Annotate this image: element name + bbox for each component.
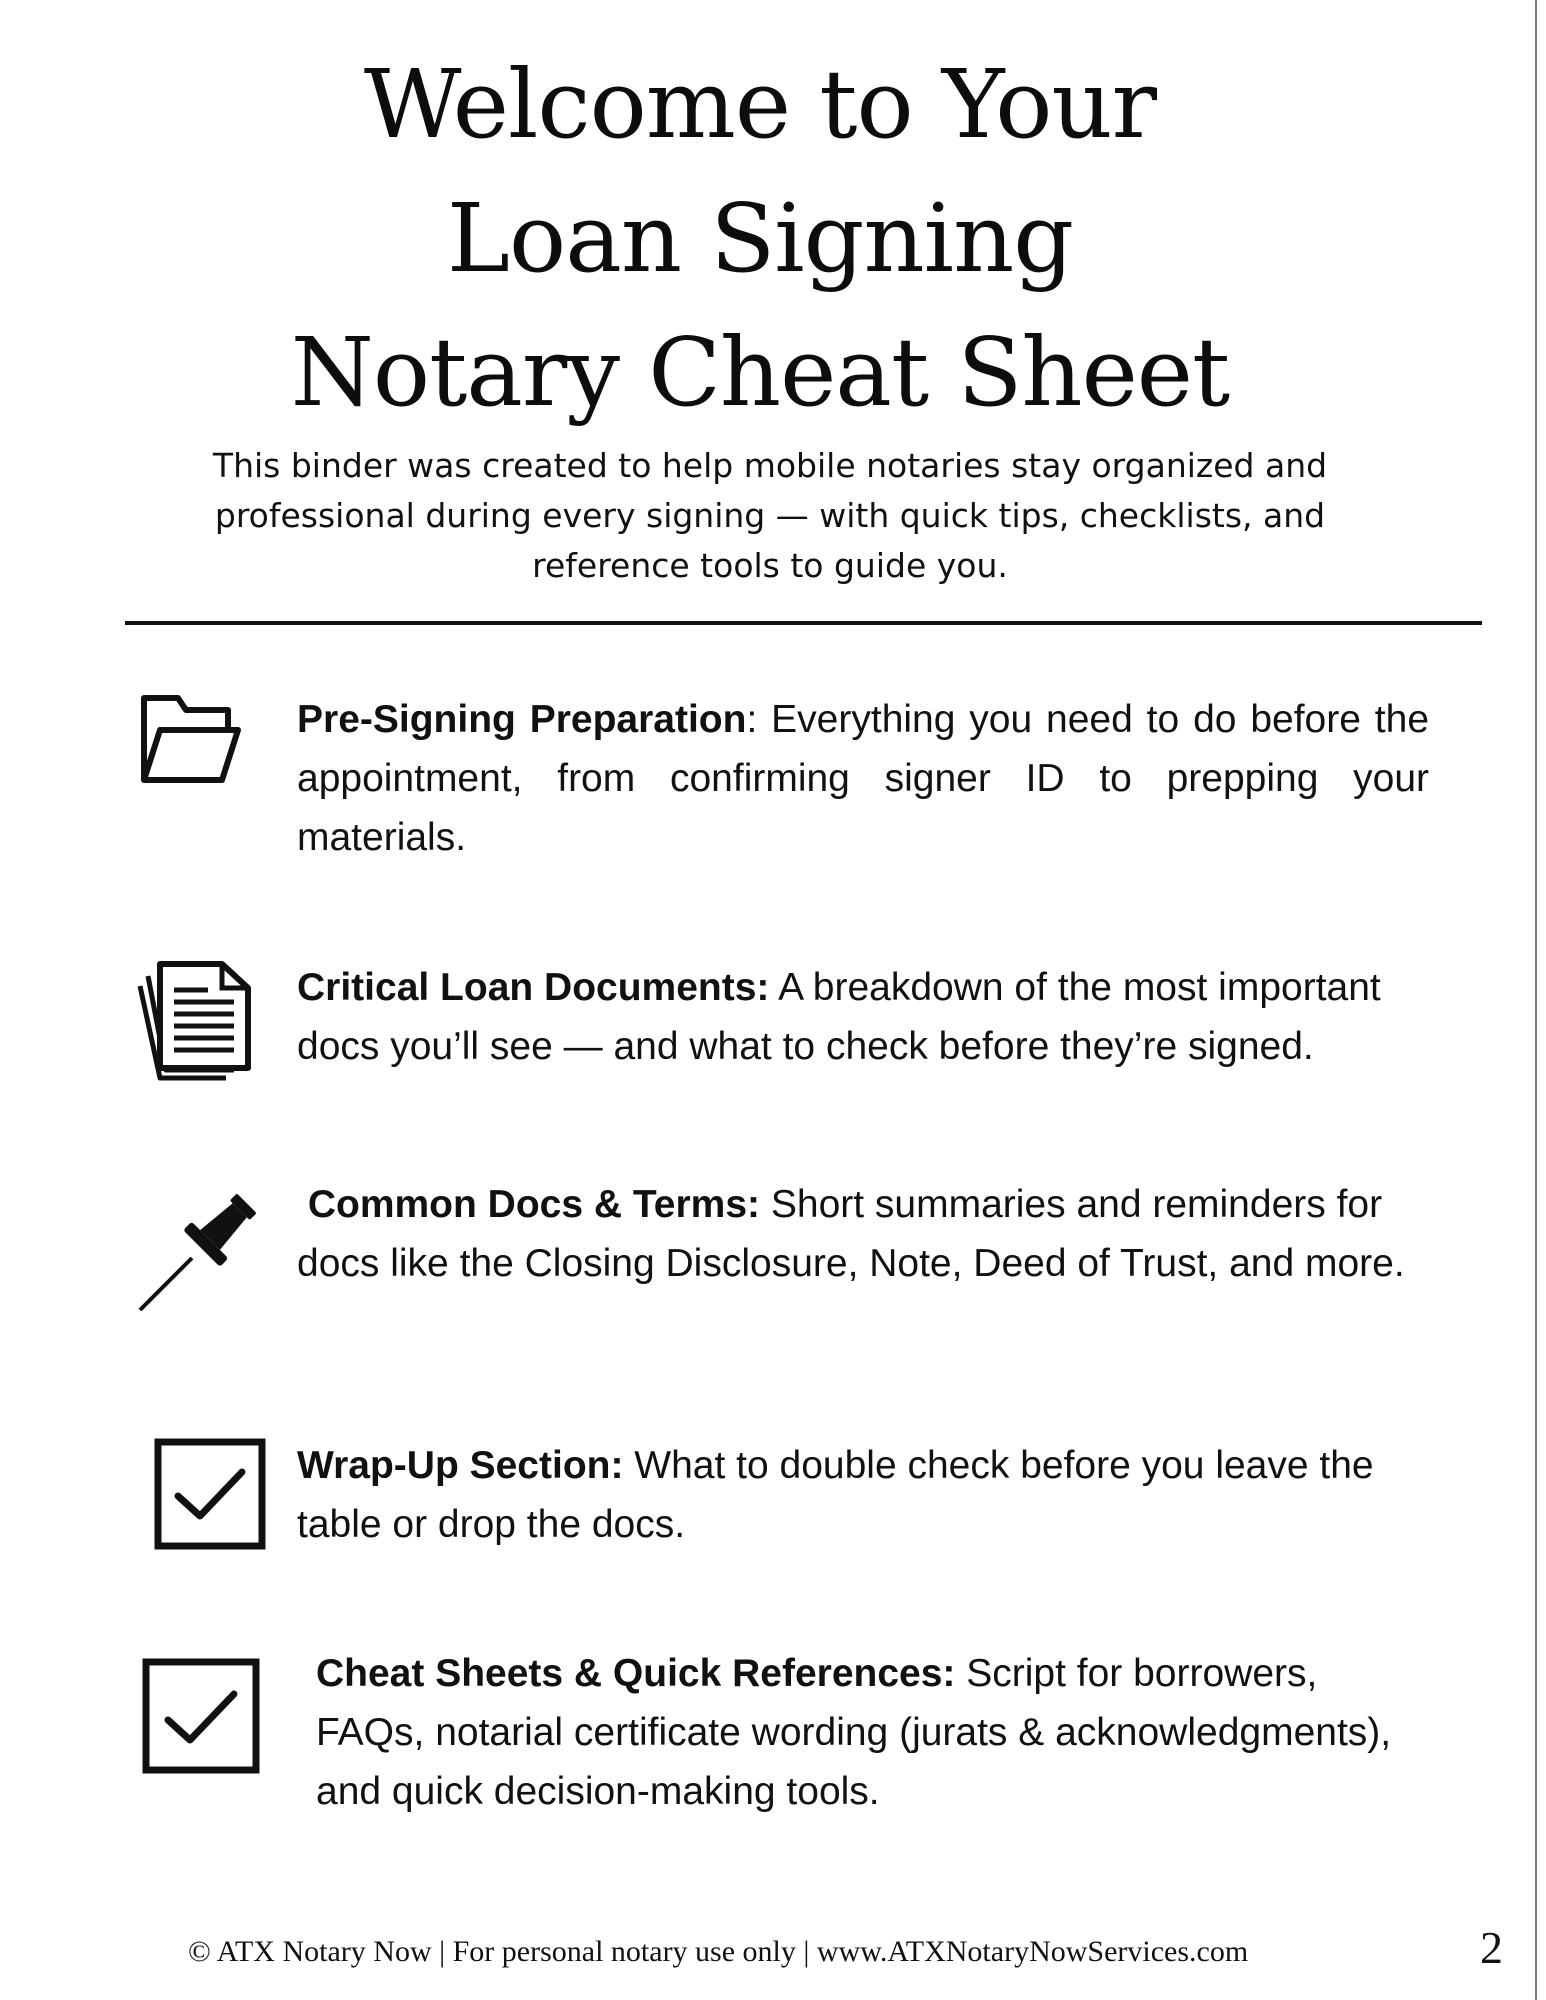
section-heading: Common Docs & Terms: xyxy=(307,1183,761,1226)
section-common-docs xyxy=(297,1175,1429,1293)
page-title xyxy=(0,38,1520,440)
intro-paragraph: This binder was created to help mobile notaries stay organized and professional during every signing — with quick tips, checklists, and reference tools to guide you. xyxy=(212,446,1328,585)
checkbox-icon xyxy=(154,1438,266,1550)
section-heading: Cheat Sheets & Quick References: xyxy=(316,1652,956,1695)
title-line-1: Welcome to Your xyxy=(363,50,1157,160)
section-body: Script for borrowers, FAQs, notarial certificate wording (jurats & acknowledgments), and quick decision-making tools. xyxy=(316,1652,1392,1813)
documents-icon xyxy=(134,958,258,1082)
divider-rule xyxy=(125,621,1482,625)
folder-icon xyxy=(140,690,242,786)
pushpin-icon xyxy=(136,1190,260,1314)
page-number: 2 xyxy=(1480,1922,1503,1973)
footer-text: © ATX Notary Now | For personal notary use only | www.ATXNotaryNowServices.com xyxy=(188,1935,1249,1968)
checkbox-icon xyxy=(142,1658,260,1774)
page-edge xyxy=(1535,0,1546,2000)
section-body: What to double check before you leave the table or drop the docs. xyxy=(297,1444,1374,1546)
section-wrap-up xyxy=(297,1436,1417,1554)
section-body: Everything you need to do before the appointment, from confirming signer ID to prepping your materials. xyxy=(297,698,1430,859)
section-heading: Critical Loan Documents: xyxy=(297,966,770,1009)
section-cheat-sheets xyxy=(316,1644,1416,1821)
title-line-2: Loan Signing xyxy=(446,184,1074,294)
section-separator: : xyxy=(746,698,758,741)
section-heading: Wrap-Up Section: xyxy=(297,1444,624,1487)
section-body: Short summaries and reminders for docs like the Closing Disclosure, Note, Deed of Trust, and more. xyxy=(297,1183,1405,1285)
title-line-3: Notary Cheat Sheet xyxy=(290,318,1230,428)
section-pre-signing xyxy=(297,690,1429,867)
section-heading: Pre-Signing Preparation xyxy=(297,698,747,741)
section-body: A breakdown of the most important docs you’ll see — and what to check before they’re signed. xyxy=(297,966,1381,1068)
section-critical-loan-docs xyxy=(297,958,1457,1076)
